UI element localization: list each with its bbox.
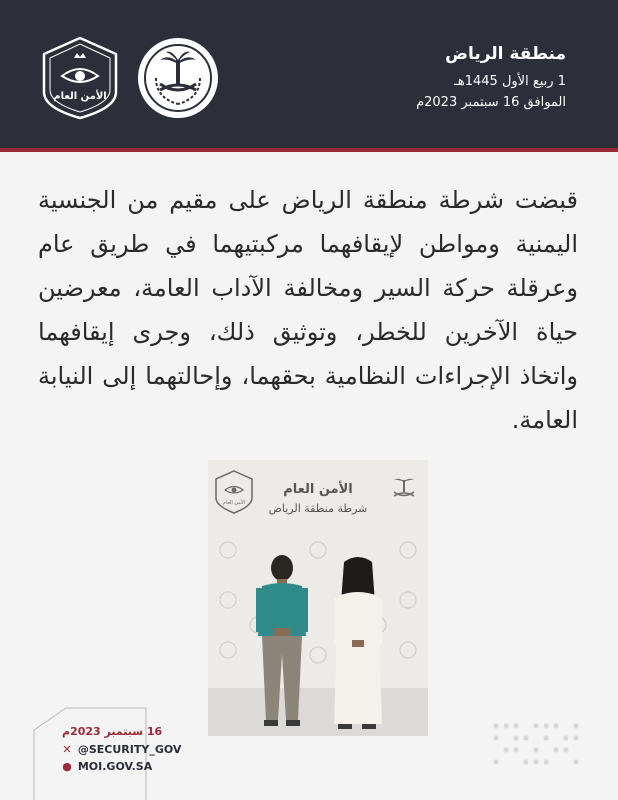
person-woman xyxy=(330,556,386,730)
globe-icon: ● xyxy=(62,760,72,773)
footer-website-text: MOI.GOV.SA xyxy=(77,760,153,773)
header-divider xyxy=(0,148,618,152)
suspects-photo xyxy=(208,460,428,736)
footer-website[interactable] xyxy=(60,760,152,773)
public-security-badge xyxy=(38,36,122,120)
saudi-emblem-icon xyxy=(136,36,220,120)
footer-date: 16 سبتمبر 2023م xyxy=(62,725,163,738)
x-logo-icon: ✕ xyxy=(62,743,72,756)
announcement-text: قبضت شرطة منطقة الرياض على مقيم من الجنسية اليمنية ومواطن لإيقافهما مركبتيهما في طريق عام وعرقلة حركة السير ومخالفة الآداب العامة، معرضين حياة الآخرين للخطر، وتوثيق ذلك، وجرى إيقافهما واتخاذ الإجراءات النظامية بحقهما، وإحالتهما إلى النيابة العامة. xyxy=(38,186,578,434)
person-man xyxy=(252,554,312,730)
wall-subtitle: شرطة منطقة الرياض xyxy=(268,502,368,515)
region-title: منطقة الرياض xyxy=(445,44,566,64)
photo-floor xyxy=(208,688,428,736)
footer-social[interactable] xyxy=(60,743,181,756)
gregorian-date: الموافق 16 سبتمبر 2023م xyxy=(416,95,566,110)
wall-title: الأمن العام xyxy=(283,482,353,497)
wall-badge-text: الأمن العام xyxy=(222,500,246,506)
hijri-date: 1 ربيع الأول 1445هـ xyxy=(454,74,566,89)
public-security-badge-icon xyxy=(38,36,122,120)
footer-handle-text: @SECURITY_GOV xyxy=(77,743,182,756)
wall-pattern xyxy=(208,530,428,680)
badge-text: الأمن العام xyxy=(53,91,107,102)
dot-pattern-decoration xyxy=(490,720,582,768)
